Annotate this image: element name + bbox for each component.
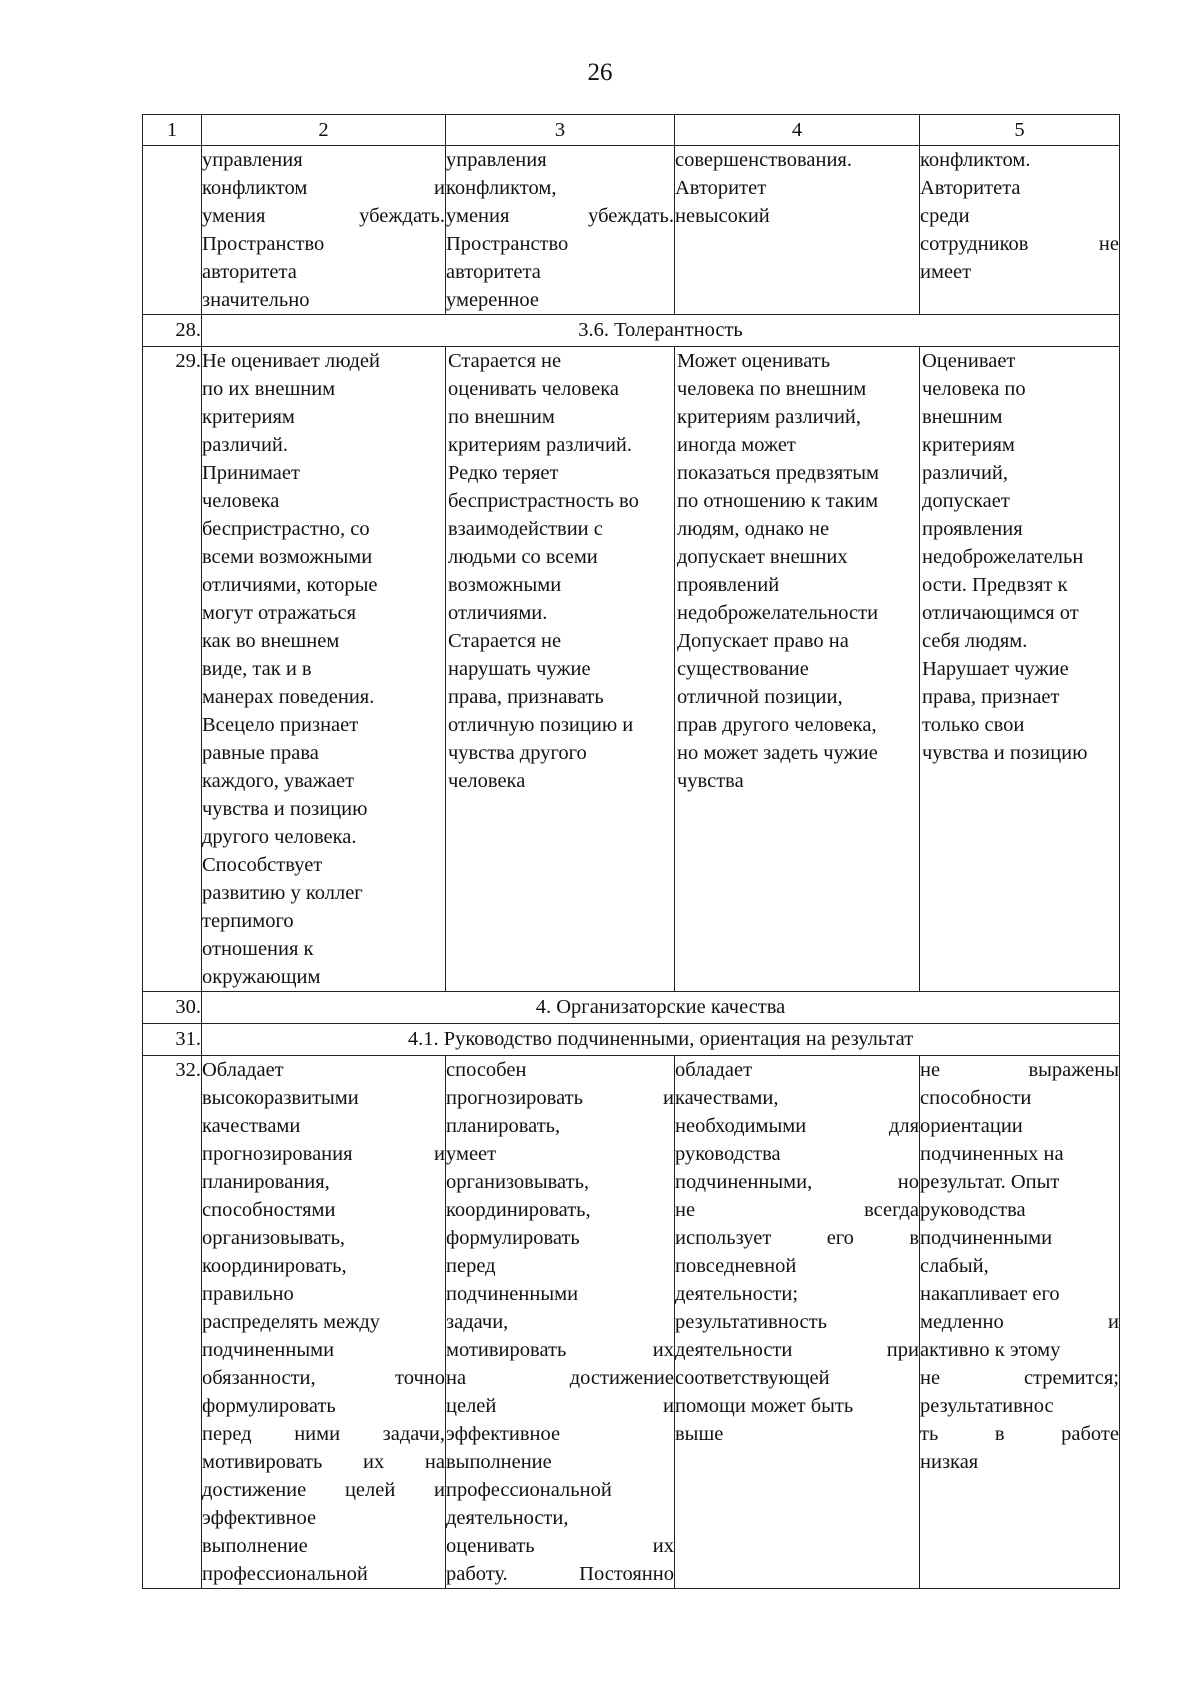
cell-line: отличающимся от bbox=[922, 602, 1079, 624]
row-number: 29. bbox=[143, 347, 202, 992]
cell-line: всеми возможными bbox=[202, 546, 373, 568]
section-title: 4.1. Руководство подчиненными, ориентация на результат bbox=[202, 1024, 1120, 1056]
cell-line: Всецело признает bbox=[202, 714, 359, 736]
cell-line: манерах поведения. bbox=[202, 686, 375, 708]
cell-line: авторитета bbox=[446, 261, 541, 283]
cell-line: качествами bbox=[202, 1115, 301, 1137]
cell-line: Оценивает bbox=[922, 350, 1016, 372]
table-cell bbox=[202, 347, 446, 992]
cell-line: распределять между bbox=[202, 1311, 381, 1333]
cell-line: результативнос bbox=[920, 1395, 1054, 1417]
table-cell bbox=[675, 1056, 920, 1589]
cell-line: задачи, bbox=[446, 1311, 509, 1333]
cell-line: прогнозировать и bbox=[446, 1087, 674, 1109]
cell-line: подчиненными bbox=[920, 1227, 1053, 1249]
cell-line: умеет bbox=[446, 1143, 497, 1165]
cell-line: ости. Предвзят к bbox=[922, 574, 1068, 596]
section-title: 4. Организаторские качества bbox=[202, 992, 1120, 1024]
cell-line: деятельности, bbox=[446, 1507, 569, 1529]
cell-line: формулировать bbox=[202, 1395, 336, 1417]
cell-line: координировать, bbox=[202, 1255, 347, 1277]
cell-line: выполнение bbox=[446, 1451, 552, 1473]
cell-line: перед ними задачи, bbox=[202, 1423, 445, 1445]
cell-line: низкая bbox=[920, 1451, 979, 1473]
cell-line: недоброжелательности bbox=[677, 602, 879, 624]
cell-line: Старается не bbox=[448, 630, 562, 652]
cell-line: повседневной bbox=[675, 1255, 797, 1277]
row-number: 31. bbox=[143, 1024, 202, 1056]
section-row bbox=[143, 315, 1120, 347]
header-row bbox=[143, 115, 1120, 146]
cell-line: права, признает bbox=[922, 686, 1060, 708]
cell-line: прогнозирования и bbox=[202, 1143, 445, 1165]
cell-line: подчиненными bbox=[446, 1283, 579, 1305]
cell-line: Способствует bbox=[202, 854, 323, 876]
cell-line: среди bbox=[920, 205, 970, 227]
cell-line: проявления bbox=[922, 518, 1023, 540]
cell-line: подчиненных на bbox=[920, 1143, 1064, 1165]
cell-line: конфликтом, bbox=[446, 177, 557, 199]
cell-line: чувства и позицию bbox=[922, 742, 1088, 764]
cell-line: управления bbox=[446, 149, 547, 171]
cell-line: умения убеждать. bbox=[202, 205, 445, 227]
cell-line: отличную позицию и bbox=[448, 714, 634, 736]
table-cell bbox=[920, 146, 1120, 315]
cell-line: умеренное bbox=[446, 289, 539, 311]
cell-line: обладает bbox=[675, 1059, 753, 1081]
cell-line: Может оценивать bbox=[677, 350, 831, 372]
cell-line: эффективное bbox=[446, 1423, 561, 1445]
cell-line: эффективное bbox=[202, 1507, 317, 1529]
table-cell bbox=[446, 1056, 675, 1589]
cell-line: по их внешним bbox=[202, 378, 336, 400]
cell-line: чувства bbox=[677, 770, 744, 792]
cell-line: планирования, bbox=[202, 1171, 330, 1193]
cell-line: медленно и bbox=[920, 1311, 1119, 1333]
cell-line: ориентации bbox=[920, 1115, 1023, 1137]
row-number: 30. bbox=[143, 992, 202, 1024]
cell-line: оценивать человека bbox=[448, 378, 619, 400]
cell-line: руководства bbox=[920, 1199, 1026, 1221]
cell-line: критериям различий. bbox=[448, 434, 633, 456]
cell-line: беспристрастно, со bbox=[202, 518, 370, 540]
cell-line: не стремится; bbox=[920, 1367, 1119, 1389]
cell-line: результат. Опыт bbox=[920, 1171, 1060, 1193]
cell-line: чувства и позицию bbox=[202, 798, 368, 820]
cell-line: как во внешнем bbox=[202, 630, 340, 652]
cell-line: сотрудников не bbox=[920, 233, 1119, 255]
cell-line: по отношению к таким bbox=[677, 490, 879, 512]
cell-line: накапливает его bbox=[920, 1283, 1060, 1305]
cell-line: слабый, bbox=[920, 1255, 989, 1277]
cell-line: развитию у коллег bbox=[202, 882, 363, 904]
cell-line: Старается не bbox=[448, 350, 562, 372]
table-cell bbox=[202, 1056, 446, 1589]
cell-line: другого человека. bbox=[202, 826, 357, 848]
table-cell bbox=[920, 347, 1120, 992]
cell-line: профессиональной bbox=[202, 1563, 368, 1585]
cell-line: мотивировать их на bbox=[202, 1451, 445, 1473]
cell-line: формулировать bbox=[446, 1227, 580, 1249]
cell-line: критериям bbox=[922, 434, 1015, 456]
cell-line: выполнение bbox=[202, 1535, 308, 1557]
cell-line: людям, однако не bbox=[677, 518, 830, 540]
cell-line: человека по bbox=[922, 378, 1026, 400]
cell-line: качествами, bbox=[675, 1087, 779, 1109]
cell-line: активно к этому bbox=[920, 1339, 1061, 1361]
cell-line: использует его в bbox=[675, 1227, 919, 1249]
cell-line: критериям bbox=[202, 406, 295, 428]
cell-line: на достижение bbox=[446, 1367, 674, 1389]
cell-line: не всегда bbox=[675, 1199, 919, 1221]
cell-line: существование bbox=[677, 658, 809, 680]
cell-line: деятельности при bbox=[675, 1339, 919, 1361]
table-row bbox=[143, 347, 1120, 992]
cell-line: различий, bbox=[922, 462, 1009, 484]
cell-line: невысокий bbox=[675, 205, 770, 227]
cell-line: но может задеть чужие bbox=[677, 742, 878, 764]
cell-line: критериям различий, bbox=[677, 406, 862, 428]
table-cell bbox=[446, 146, 675, 315]
cell-line: виде, так и в bbox=[202, 658, 312, 680]
cell-line: планировать, bbox=[446, 1115, 561, 1137]
header-cell: 4 bbox=[675, 115, 920, 146]
cell-line: по внешним bbox=[448, 406, 555, 428]
cell-line: целей и bbox=[446, 1395, 674, 1417]
section-row bbox=[143, 1024, 1120, 1056]
cell-line: правильно bbox=[202, 1283, 294, 1305]
cell-line: Пространство bbox=[202, 233, 325, 255]
cell-line: имеет bbox=[920, 261, 972, 283]
cell-line: работу. Постоянно bbox=[446, 1563, 674, 1585]
table-cell bbox=[446, 347, 675, 992]
cell-line: взаимодействии с bbox=[448, 518, 603, 540]
cell-line: терпимого bbox=[202, 910, 294, 932]
cell-line: допускает внешних bbox=[677, 546, 848, 568]
cell-line: себя людям. bbox=[922, 630, 1028, 652]
cell-line: Авторитета bbox=[920, 177, 1021, 199]
header-cell: 5 bbox=[920, 115, 1120, 146]
cell-line: иногда может bbox=[677, 434, 796, 456]
cell-line: проявлений bbox=[677, 574, 780, 596]
cell-line: организовывать, bbox=[446, 1171, 590, 1193]
cell-line: могут отражаться bbox=[202, 602, 357, 624]
cell-line: организовывать, bbox=[202, 1227, 346, 1249]
cell-line: достижение целей и bbox=[202, 1479, 445, 1501]
cell-line: перед bbox=[446, 1255, 496, 1277]
cell-line: Нарушает чужие bbox=[922, 658, 1069, 680]
cell-line: права, признавать bbox=[448, 686, 604, 708]
cell-line: Обладает bbox=[202, 1059, 284, 1081]
cell-line: каждого, уважает bbox=[202, 770, 355, 792]
cell-line: подчиненными, но bbox=[675, 1171, 919, 1193]
cell-line: способности bbox=[920, 1087, 1032, 1109]
cell-line: не выражены bbox=[920, 1059, 1119, 1081]
cell-line: Принимает bbox=[202, 462, 300, 484]
cell-line: подчиненными bbox=[202, 1339, 335, 1361]
table-cell bbox=[920, 1056, 1120, 1589]
row-number bbox=[143, 146, 202, 315]
table-row bbox=[143, 1056, 1120, 1589]
table-cell bbox=[675, 146, 920, 315]
cell-line: помощи может быть bbox=[675, 1395, 854, 1417]
cell-line: отличиями, которые bbox=[202, 574, 378, 596]
cell-line: человека по внешним bbox=[677, 378, 867, 400]
page-number: 26 bbox=[587, 59, 613, 86]
cell-line: мотивировать их bbox=[446, 1339, 674, 1361]
table-cell bbox=[202, 146, 446, 315]
cell-line: оценивать их bbox=[446, 1535, 674, 1557]
cell-line: окружающим bbox=[202, 966, 321, 988]
cell-line: только свои bbox=[922, 714, 1025, 736]
cell-line: выше bbox=[675, 1423, 724, 1445]
cell-line: высокоразвитыми bbox=[202, 1087, 359, 1109]
cell-line: нарушать чужие bbox=[448, 658, 591, 680]
cell-line: способен bbox=[446, 1059, 527, 1081]
cell-line: беспристрастность во bbox=[448, 490, 639, 512]
cell-line: человека bbox=[448, 770, 526, 792]
cell-line: отличиями. bbox=[448, 602, 548, 624]
cell-line: необходимыми для bbox=[675, 1115, 919, 1137]
cell-line: Допускает право на bbox=[677, 630, 849, 652]
cell-line: умения убеждать. bbox=[446, 205, 674, 227]
row-number: 28. bbox=[143, 315, 202, 347]
cell-line: показаться предвзятым bbox=[677, 462, 879, 484]
table-row bbox=[143, 146, 1120, 315]
section-title: 3.6. Толерантность bbox=[202, 315, 1120, 347]
cell-line: авторитета bbox=[202, 261, 297, 283]
cell-line: Не оценивает людей bbox=[202, 350, 380, 372]
cell-line: управления bbox=[202, 149, 303, 171]
cell-line: деятельности; bbox=[675, 1283, 799, 1305]
cell-line: конфликтом. bbox=[920, 149, 1031, 171]
cell-line: равные права bbox=[202, 742, 319, 764]
cell-line: профессиональной bbox=[446, 1479, 612, 1501]
evaluation-table bbox=[142, 114, 1120, 1589]
cell-line: прав другого человека, bbox=[677, 714, 877, 736]
cell-line: Пространство bbox=[446, 233, 569, 255]
cell-line: совершенствования. bbox=[675, 149, 852, 171]
cell-line: Авторитет bbox=[675, 177, 767, 199]
cell-line: ть в работе bbox=[920, 1423, 1119, 1445]
cell-line: координировать, bbox=[446, 1199, 591, 1221]
cell-line: людьми со всеми bbox=[448, 546, 598, 568]
cell-line: значительно bbox=[202, 289, 310, 311]
table-cell bbox=[675, 347, 920, 992]
cell-line: возможными bbox=[448, 574, 562, 596]
cell-line: отличной позиции, bbox=[677, 686, 843, 708]
cell-line: руководства bbox=[675, 1143, 781, 1165]
cell-line: человека bbox=[202, 490, 280, 512]
cell-line: различий. bbox=[202, 434, 289, 456]
cell-line: обязанности, точно bbox=[202, 1367, 445, 1389]
cell-line: внешним bbox=[922, 406, 1003, 428]
cell-line: чувства другого bbox=[448, 742, 587, 764]
header-cell: 1 bbox=[143, 115, 202, 146]
cell-line: недоброжелательн bbox=[922, 546, 1084, 568]
cell-line: допускает bbox=[922, 490, 1010, 512]
header-cell: 2 bbox=[202, 115, 446, 146]
cell-line: результативность bbox=[675, 1311, 827, 1333]
cell-line: отношения к bbox=[202, 938, 314, 960]
cell-line: конфликтом и bbox=[202, 177, 445, 199]
section-row bbox=[143, 992, 1120, 1024]
cell-line: соответствующей bbox=[675, 1367, 830, 1389]
row-number: 32. bbox=[143, 1056, 202, 1589]
header-cell: 3 bbox=[446, 115, 675, 146]
cell-line: Редко теряет bbox=[448, 462, 559, 484]
cell-line: способностями bbox=[202, 1199, 336, 1221]
